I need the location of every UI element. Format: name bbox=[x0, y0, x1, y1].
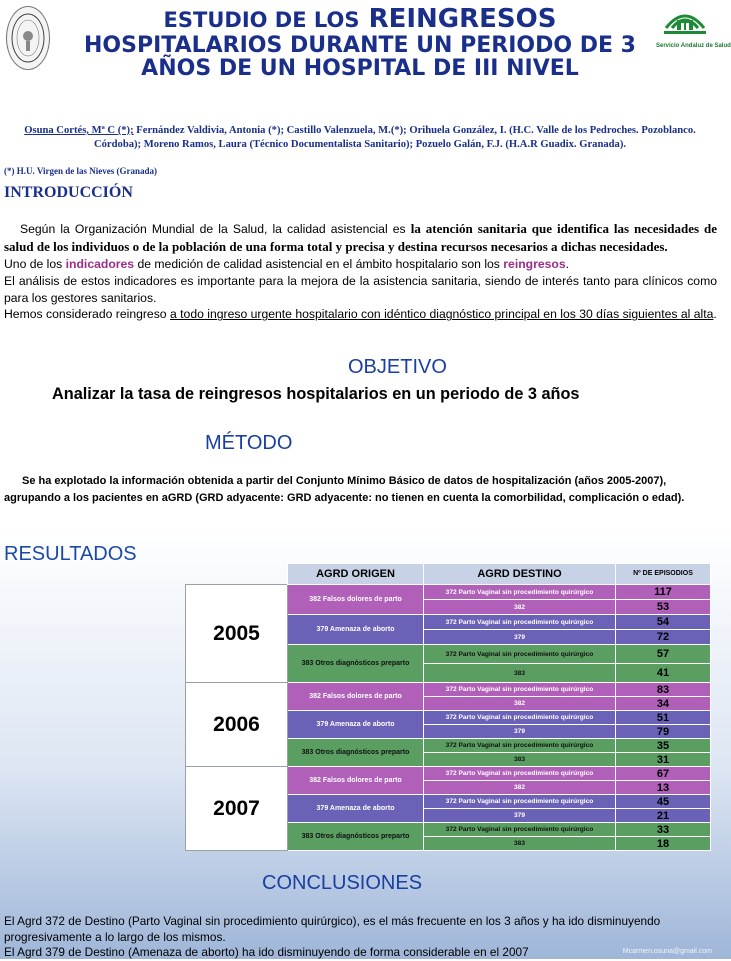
episodios-cell: 57 bbox=[616, 645, 711, 664]
destino-cell: 382 bbox=[424, 781, 616, 795]
objetivo-heading: OBJETIVO bbox=[348, 356, 447, 378]
first-author: Osuna Cortés, Mª C (*); bbox=[24, 125, 134, 136]
episodios-cell: 83 bbox=[616, 683, 711, 697]
episodios-cell: 67 bbox=[616, 767, 711, 781]
authors bbox=[4, 124, 716, 153]
episodios-cell: 117 bbox=[616, 585, 711, 600]
destino-cell: 383 bbox=[424, 664, 616, 683]
destino-cell: 372 Parto Vaginal sin procedimiento quirúrgico bbox=[424, 645, 616, 664]
title-line1-big: REINGRESOS bbox=[368, 4, 557, 34]
destino-cell: 372 Parto Vaginal sin procedimiento quirúrgico bbox=[424, 585, 616, 600]
destino-cell: 379 bbox=[424, 725, 616, 739]
episodios-cell: 51 bbox=[616, 711, 711, 725]
episodios-cell: 45 bbox=[616, 795, 711, 809]
intro-p2-a: Uno de los bbox=[4, 256, 66, 271]
episodios-cell: 53 bbox=[616, 600, 711, 615]
episodios-cell: 41 bbox=[616, 664, 711, 683]
conclusiones-text bbox=[4, 914, 718, 961]
origen-cell: 383 Otros diagnósticos preparto bbox=[288, 645, 424, 683]
reingreso-definition: a todo ingreso urgente hospitalario con idéntico diagnóstico principal en los 30 días siguientes al alta bbox=[169, 307, 714, 322]
episodios-cell: 31 bbox=[616, 753, 711, 767]
reingresos-highlight: reingresos bbox=[503, 256, 566, 271]
episodios-cell: 35 bbox=[616, 739, 711, 753]
destino-cell: 379 bbox=[424, 630, 616, 645]
col-header-episodios: Nº DE EPISODIOS bbox=[616, 564, 711, 585]
intro-p4-c: . bbox=[713, 307, 717, 322]
intro-text bbox=[4, 220, 717, 323]
year-cell: 2007 bbox=[186, 767, 288, 851]
origen-cell: 379 Amenaza de aborto bbox=[288, 795, 424, 823]
intro-p1-a: Según la Organización Mundial de la Salud, la calidad asistencial es bbox=[20, 222, 411, 236]
intro-p1-b: la atención sanitaria que identifica las necesidades de salud de los individuos o de la población de una forma total y precisa y destina recursos necesarios a dichas necesidades. bbox=[4, 221, 717, 254]
conclusion-line1: El Agrd 372 de Destino (Parto Vaginal sin procedimiento quirúrgico), es el más frecuente en los 3 años y ha ido disminuyendo progresivamente a lo largo de los mismos. bbox=[4, 914, 661, 944]
title-line3: AÑOS DE UN HOSPITAL DE III NIVEL bbox=[141, 55, 579, 81]
destino-cell: 383 bbox=[424, 837, 616, 851]
indicadores-highlight: indicadores bbox=[65, 256, 135, 271]
intro-p3: El análisis de estos indicadores es importante para la mejora de la asistencia sanitaria, siendo de interés tanto para clínicos como para los gestores sanitarios. bbox=[4, 273, 717, 305]
contact-email[interactable]: Mcarmen.osuna@gmail.com bbox=[622, 948, 712, 955]
objetivo-text: Analizar la tasa de reingresos hospitalarios en un periodo de 3 años bbox=[52, 385, 580, 403]
sas-logo-icon bbox=[662, 4, 708, 38]
conclusiones-heading: CONCLUSIONES bbox=[262, 872, 423, 894]
destino-cell: 372 Parto Vaginal sin procedimiento quirúrgico bbox=[424, 615, 616, 630]
table-corner bbox=[186, 564, 288, 585]
destino-cell: 383 bbox=[424, 753, 616, 767]
destino-cell: 372 Parto Vaginal sin procedimiento quirúrgico bbox=[424, 711, 616, 725]
title-line2: HOSPITALARIOS DURANTE UN PERIODO DE 3 bbox=[84, 32, 636, 58]
origen-cell: 382 Falsos dolores de parto bbox=[288, 767, 424, 795]
poster-title bbox=[60, 6, 660, 80]
origen-cell: 382 Falsos dolores de parto bbox=[288, 585, 424, 615]
affiliation: (*) H.U. Virgen de las Nieves (Granada) bbox=[4, 166, 157, 176]
episodios-cell: 21 bbox=[616, 809, 711, 823]
episodios-cell: 54 bbox=[616, 615, 711, 630]
table-row bbox=[186, 683, 711, 697]
intro-p2-e: . bbox=[565, 256, 570, 271]
col-header-origen: AGRD ORIGEN bbox=[288, 564, 424, 585]
intro-heading: INTRODUCCIÓN bbox=[4, 184, 133, 201]
conclusion-line2: El Agrd 379 de Destino (Amenaza de aborto) ha ido disminuyendo de forma considerable en el 2007 bbox=[4, 945, 529, 960]
intro-p2-c: de medición de calidad asistencial en el ámbito hospitalario son los bbox=[134, 256, 504, 271]
results-table bbox=[185, 563, 711, 851]
episodios-cell: 72 bbox=[616, 630, 711, 645]
table-row bbox=[186, 767, 711, 781]
origen-cell: 382 Falsos dolores de parto bbox=[288, 683, 424, 711]
destino-cell: 372 Parto Vaginal sin procedimiento quirúrgico bbox=[424, 767, 616, 781]
resultados-heading: RESULTADOS bbox=[4, 543, 137, 565]
other-authors: Fernández Valdivia, Antonia (*); Castillo Valenzuela, M.(*); Orihuela González, I. (H.C. Valle de los Pedroches. Pozoblanco. Córdoba); Moreno Ramos, Laura (Técnico Documentalista Sanitario); Pozuelo Galán, F.J. (H.A.R Guadix. Granada). bbox=[93, 125, 696, 151]
episodios-cell: 33 bbox=[616, 823, 711, 837]
university-seal-icon bbox=[6, 6, 50, 70]
table-row bbox=[186, 585, 711, 600]
logo-caption: Servicio Andaluz de Salud bbox=[656, 43, 731, 49]
title-line1-small: ESTUDIO DE LOS bbox=[163, 8, 360, 32]
destino-cell: 372 Parto Vaginal sin procedimiento quirúrgico bbox=[424, 739, 616, 753]
year-cell: 2006 bbox=[186, 683, 288, 767]
sas-logo bbox=[656, 4, 731, 50]
col-header-destino: AGRD DESTINO bbox=[424, 564, 616, 585]
destino-cell: 379 bbox=[424, 809, 616, 823]
metodo-text: Se ha explotado la información obtenida a partir del Conjunto Mínimo Básico de datos de hospitalización (años 2005-2007), agrupando a los pacientes en aGRD (GRD adyacente: GRD adyacente: no tienen en cuenta la comorbilidad, complicación o edad). bbox=[4, 475, 685, 504]
destino-cell: 372 Parto Vaginal sin procedimiento quirúrgico bbox=[424, 823, 616, 837]
episodios-cell: 13 bbox=[616, 781, 711, 795]
metodo-heading: MÉTODO bbox=[205, 432, 293, 454]
episodios-cell: 79 bbox=[616, 725, 711, 739]
origen-cell: 379 Amenaza de aborto bbox=[288, 615, 424, 645]
intro-p4-a: Hemos considerado reingreso bbox=[4, 307, 170, 322]
destino-cell: 372 Parto Vaginal sin procedimiento quirúrgico bbox=[424, 795, 616, 809]
episodios-cell: 34 bbox=[616, 697, 711, 711]
destino-cell: 382 bbox=[424, 600, 616, 615]
episodios-cell: 18 bbox=[616, 837, 711, 851]
origen-cell: 379 Amenaza de aborto bbox=[288, 711, 424, 739]
destino-cell: 382 bbox=[424, 697, 616, 711]
origen-cell: 383 Otros diagnósticos preparto bbox=[288, 739, 424, 767]
year-cell: 2005 bbox=[186, 585, 288, 683]
destino-cell: 372 Parto Vaginal sin procedimiento quirúrgico bbox=[424, 683, 616, 697]
origen-cell: 383 Otros diagnósticos preparto bbox=[288, 823, 424, 851]
